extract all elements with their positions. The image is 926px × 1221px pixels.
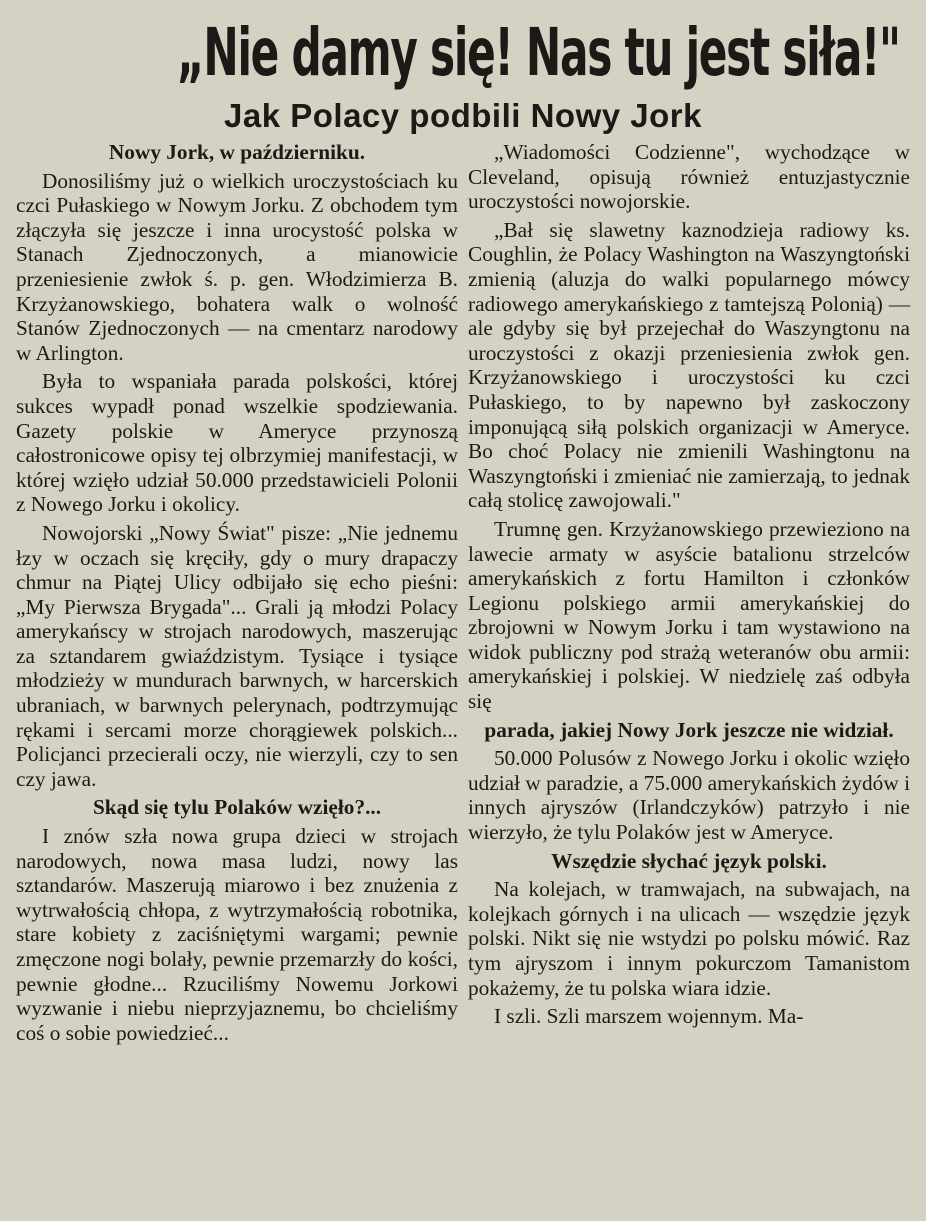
paragraph: Była to wspaniała parada polskości, której sukces wypadł ponad wszelkie spodziewania. Gazety polskie w Ameryce przynoszą całostronicowe opisy tej olbrzymiej manifestacji, w której wzięło udział 50.000 przedstawicieli Polonii z Nowego Jorku i okolicy. — [16, 369, 458, 517]
paragraph: I znów szła nowa grupa dzieci w strojach narodowych, nowa masa ludzi, nowy las sztandarów. Maszerują miarowo i bez znużenia z wytrwałością chłopa, z wytrzymałością robotnika, stare kobiety z zaciśniętymi wargami; pewnie zmęczone nogi bolały, pewnie przemarzły do kości, pewnie głodne... Rzuciliśmy Nowemu Jorkowi wyzwanie i niebu nieprzyjaznemu, bo chcieliśmy coś o sobie powiedzieć... — [16, 824, 458, 1045]
left-column — [16, 140, 458, 1045]
section-subhead: parada, jakiej Nowy Jork jeszcze nie widział. — [484, 717, 894, 742]
right-column — [468, 140, 910, 1045]
headline: „Nie damy się! Nas tu jest siła!" — [176, 14, 900, 91]
paragraph: 50.000 Polusów z Nowego Jorku i okolic wzięło udział w paradzie, a 75.000 amerykańskich żydów i innych ajryszów (Irlandczyków) patrzyło i nie wierzyło, że tylu Polaków jest w Ameryce. — [468, 746, 910, 845]
paragraph: Trumnę gen. Krzyżanowskiego przewieziono na lawecie armaty w asyście batalionu strzelców amerykańskich z fortu Hamilton i członków Legionu polskiego armii amerykańskiej do zbrojowni w Nowym Jorku i tam wystawiono na widok publiczny pod strażą weteranów obu armii: amerykańskiej i polskiej. W niedzielę zaś odbyła się — [468, 516, 910, 714]
paragraph: Donosiliśmy już o wielkich uroczystościach ku czci Pułaskiego w Nowym Jorku. Z obchodem tym złączyła się jeszcze i inna urocystość polska w Stanach Zjednoczonych, a mianowicie przeniesienie zwłok ś. p. gen. Włodzimierza B. Krzyżanowskiego, bohatera walk o wolność Stanów Zjednoczonych — na cmentarz narodowy w Arlington. — [16, 168, 458, 365]
paragraph: „Bał się slawetny kaznodzieja radiowy ks. Coughlin, że Polacy Washington na Waszyngtoński zmienią (aluzja do walki popularnego mówcy radiowego amerykańskiego z tamtejszą Polonią) — ale gdyby się był przejechał do Waszyngtonu na uroczystości z okazji przeniesienia zwłok gen. Krzyżanowskiego i uroczystości ku czci Pułaskiego, to by napewno był zaskoczony imponującą siłą polskich organizacji w Ameryce. Bo choć Polacy nie zmienili Washingtonu na Waszyngtoński i zmieniać nie zamierzają, to jednak całą stolicę zawojowali." — [468, 217, 910, 513]
section-subhead: Wszędzie słychać język polski. — [551, 848, 827, 873]
dateline: Nowy Jork, w październiku. — [108, 140, 366, 164]
paragraph: Nowojorski „Nowy Świat" pisze: „Nie jednemu łzy w oczach się kręciły, gdy o mury drapaczy chmur na Piątej Ulicy odbijało się echo pieśni: „My Pierwsza Brygada"... Grali ją młodzi Polacy amerykańscy w strojach narodowych, maszerując za sztandarem gwiaździstym. Tysiące i tysiące młodzieży w mundurach barwnych, w harcerskich ubraniach, w barwnych pelerynach, podtrzymując rękami i sercami morze chorągiewek polskich... Policjanci przecierali oczy, nie wierzyli, czy to sen czy jawa. — [16, 520, 458, 791]
paragraph: Na kolejach, w tramwajach, na subwajach, na kolejkach górnych i na ulicach — wszędzie język polski. Nikt się nie wstydzi po polsku mówić. Raz tym ajryszom i innym pokurczom Tamanistom pokażemy, że tu polska wiara idzie. — [468, 877, 910, 1000]
section-subhead: Skąd się tylu Polaków wzięło?... — [92, 795, 382, 820]
subheadline: Jak Polacy podbili Nowy Jork — [224, 97, 702, 134]
paragraph: „Wiadomości Codzienne", wychodzące w Cleveland, opisują również entuzjastycznie uroczystości nowojorskie. — [468, 140, 910, 214]
article-columns — [16, 140, 910, 1045]
paragraph: I szli. Szli marszem wojennym. Ma- — [494, 1004, 804, 1029]
